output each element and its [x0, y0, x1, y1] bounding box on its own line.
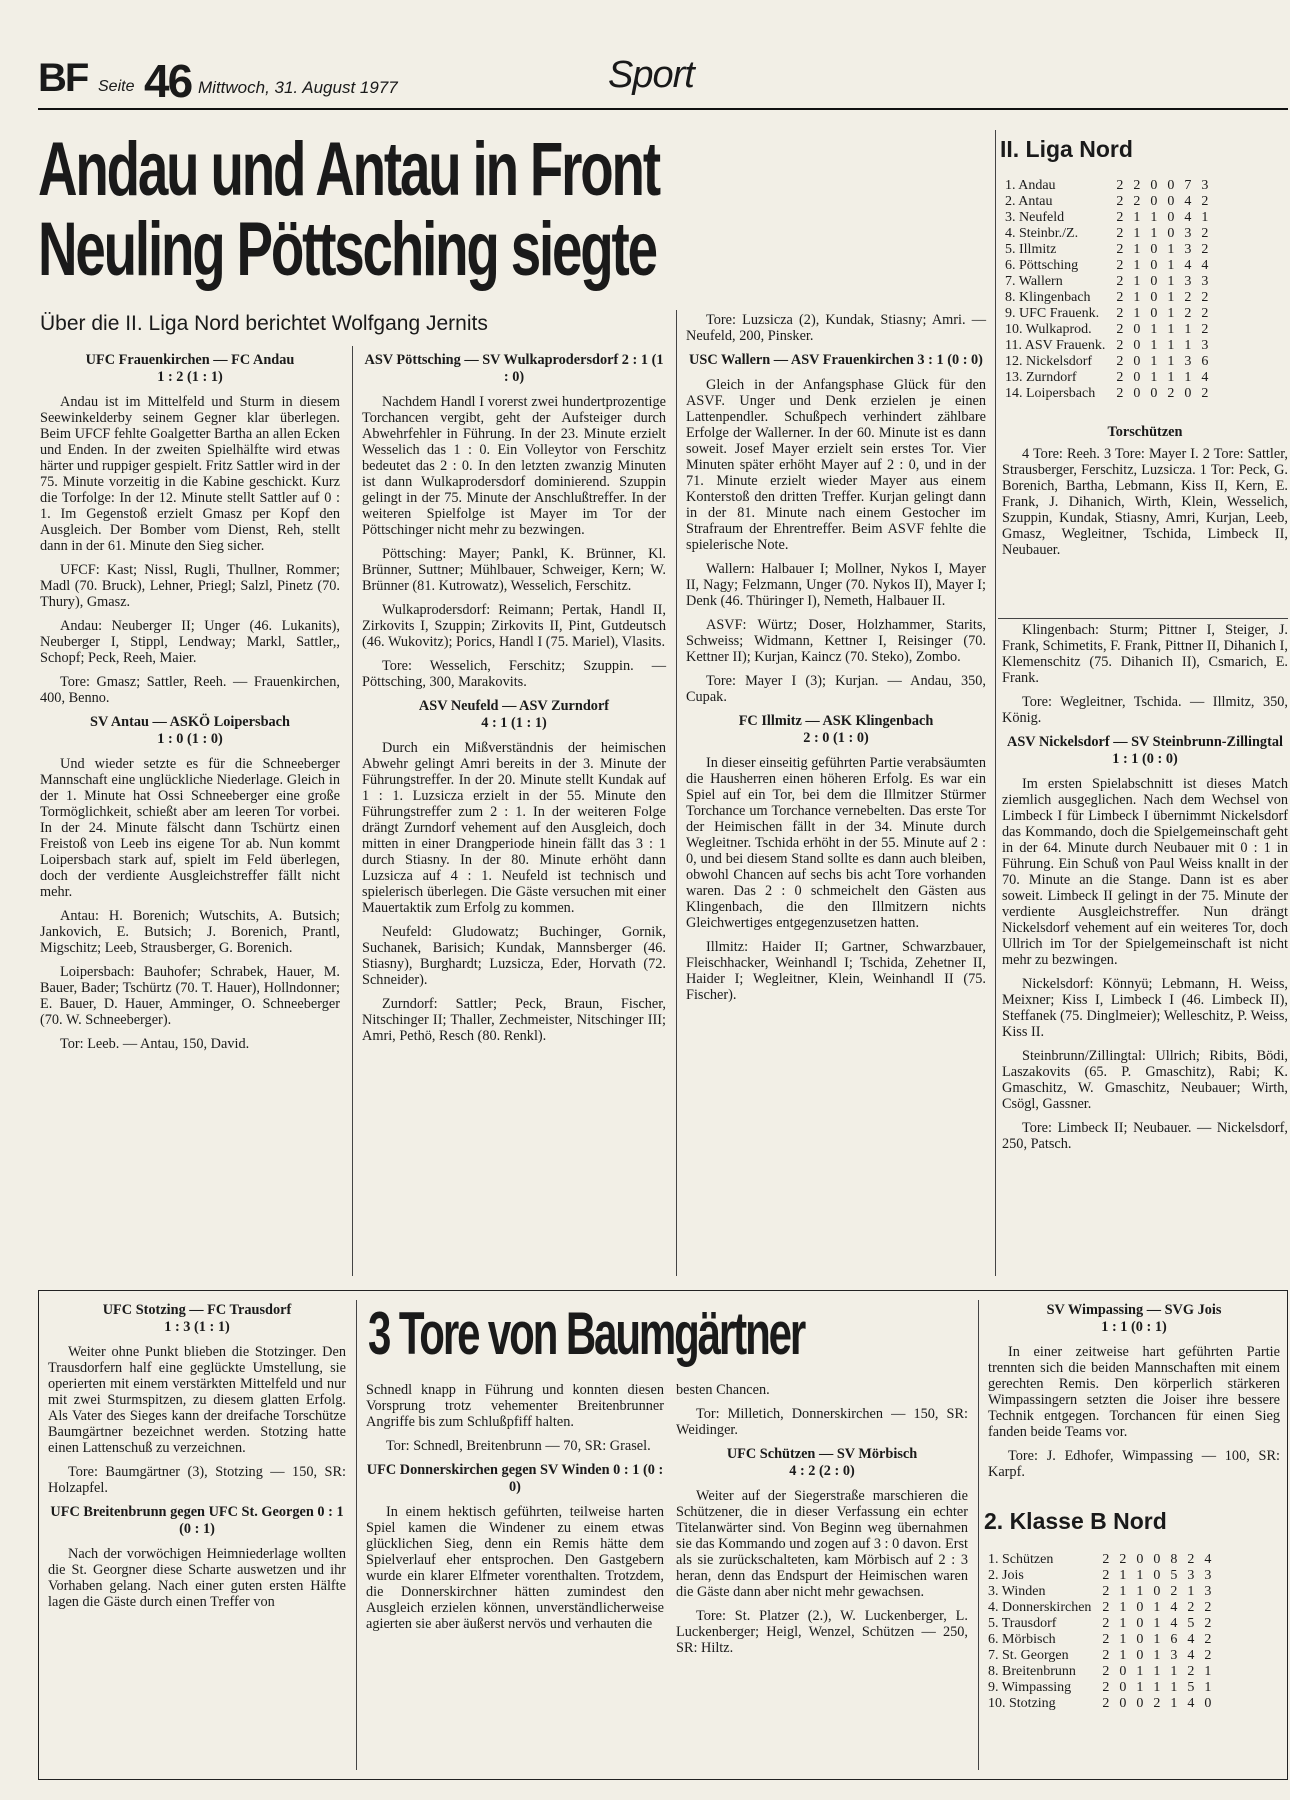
team-name: 6. Mörbisch — [988, 1632, 1056, 1647]
stat-cell: 1 — [1153, 1664, 1161, 1679]
stat-cell: 1 — [1170, 1680, 1178, 1695]
stat-cell: 4 — [1201, 258, 1209, 273]
team-name: 8. Breitenbrunn — [988, 1664, 1076, 1679]
stat-cell: 1 — [1133, 274, 1141, 289]
match-heading: UFC Breitenbrunn gegen UFC St. Georgen 0 : 1 (0 : 1) — [50, 1504, 344, 1537]
stat-cell: 2 — [1116, 226, 1124, 241]
page-number: 46 — [144, 55, 192, 107]
table-row — [1005, 370, 1213, 386]
match-report: besten Chancen. — [676, 1382, 770, 1398]
stat-cell: 2 — [1201, 386, 1209, 401]
stat-cell: 8 — [1170, 1552, 1178, 1567]
match-report: Und wieder setzte es für die Schneeberger Mannschaft eine unglückliche Niederlage. Gleich in der 1. Minute hat Ossi Schneeberger eine große Tormöglichkeit, schießt aber am leeren Tor vorbei. In der 24. Minute fälscht dann Tschürtz einen Freistoß von Leeb ins eigene Tor ab. Nun kommt Loipersbach stark auf, spielt im Feld überlegen, doch der verdiente Ausgleichstreffer fällt nicht mehr. — [40, 756, 340, 900]
table-row — [988, 1696, 1216, 1712]
lineup: Pöttsching: Mayer; Pankl, K. Brünner, Kl. Brünner, Suttner; Mühlbauer, Schweiger, Kern; W. Brünner (81. Kutrowatz), Wesselich, Ferschitz. — [362, 546, 666, 594]
match-report: Gleich in der Anfangsphase Glück für den ASVF. Unger und Denk erzielen je einen Lattenpendler. Schußpech verhindert zählbare Erfolge der Wallerner. In der 60. Minute ist es dann soweit. Josef Mayer erzielt sein erstes Tor. Vier Minuten später erhöht Mayer auf 2 : 0, und in der 71. Minute erzielt wieder Mayer aus einem Konterstoß den dritten Treffer. Kurjan gelingt dann in der 81. Minute nach einem Gestocher im Strafraum der Ehrentreffer. Beim ASVF fehlte die spielerische Note. — [686, 377, 986, 553]
stat-cell: 0 — [1136, 1616, 1144, 1631]
match-heading: ASV Neufeld — ASV Zurndorf — [418, 698, 610, 714]
stat-cell: 2 — [1187, 1600, 1195, 1615]
klasse-table — [988, 1552, 1216, 1712]
scorers-list: 4 Tore: Reeh. 3 Tore: Mayer I. 2 Tore: Sattler, Strausberger, Ferschitz, Luzsicza. 1 Tor: Peck, G. Borenich, Bartha, Lebmann, Kiss II, Kern, E. Frank, J. Dihanich, Wirth, Klein, Wesselich, Szuppin, Kundak, Stiasny, Amri, Kurjan, Leeb, Gmasz, Wegleitner, Tschida, Limbeck II, Neubauer. — [1002, 446, 1288, 558]
paper-logo: BF — [38, 56, 88, 100]
stat-cell: 7 — [1184, 178, 1192, 193]
stat-cell: 3 — [1184, 354, 1192, 369]
table-row — [988, 1552, 1216, 1568]
stat-cell: 2 — [1170, 1584, 1178, 1599]
bottom-column-4 — [988, 1298, 1280, 1488]
stat-cell: 0 — [1133, 386, 1141, 401]
team-name: 14. Loipersbach — [1005, 386, 1096, 401]
stat-cell: 1 — [1167, 258, 1175, 273]
team-name: 9. UFC Frauenk. — [1005, 306, 1100, 321]
match-report: Weiter ohne Punkt blieben die Stotzinger. Den Trausdorfern half eine geglückte Umstellung, sie operierten mit einem verstärkten Mittelfeld und nur mit zwei Sturmspitzen, zu diesem glatten Erfolg. Als Vater des Sieges kann der dreifache Torschütze Baumgärtner bezeichnet werden. Stotzing hatte einen Lattenschuß zu verzeichnen. — [48, 1344, 346, 1456]
match-heading: UFC Frauenkirchen — FC Andau — [85, 352, 295, 368]
match-score: 1 : 0 (1 : 0) — [157, 731, 223, 747]
lineup: Nickelsdorf: Könnyü; Lebmann, H. Weiss, Meixner; Kiss I, Limbeck I (46. Limbeck II), Steffanek (75. Dinglmeier); Welleschitz, P. Weiss, Kiss II. — [1002, 976, 1288, 1040]
team-name: 6. Pöttsching — [1005, 258, 1079, 273]
stat-cell: 4 — [1184, 210, 1192, 225]
stat-cell: 2 — [1119, 1552, 1127, 1567]
stat-cell: 2 — [1116, 242, 1124, 257]
stat-cell: 6 — [1201, 354, 1209, 369]
stat-cell: 0 — [1136, 1600, 1144, 1615]
klasse-table-title: 2. Klasse B Nord — [984, 1508, 1167, 1534]
table-row — [1005, 242, 1213, 258]
section-divider — [998, 618, 1288, 619]
goals-info: Tore: Baumgärtner (3), Stotzing — 150, SR: Holzapfel. — [48, 1464, 346, 1496]
bottom-headline: 3 Tore von Baumgärtner — [368, 1300, 805, 1367]
stat-cell: 1 — [1133, 210, 1141, 225]
stat-cell: 5 — [1187, 1680, 1195, 1695]
stat-cell: 1 — [1119, 1648, 1127, 1663]
stat-cell: 1 — [1184, 322, 1192, 337]
stat-cell: 0 — [1119, 1664, 1127, 1679]
stat-cell: 1 — [1133, 258, 1141, 273]
stat-cell: 0 — [1150, 386, 1158, 401]
stat-cell: 2 — [1116, 178, 1124, 193]
match-score: 2 : 0 (1 : 0) — [803, 730, 869, 746]
stat-cell: 4 — [1204, 1552, 1212, 1567]
stat-cell: 1 — [1150, 210, 1158, 225]
lineup: Klingenbach: Sturm; Pittner I, Steiger, J. Frank, Schimetits, F. Frank, Pittner II, Dihanich I, Klemenschitz (75. Dihanich II), Csmarich, E. Frank. — [1002, 622, 1288, 686]
stat-cell: 2 — [1204, 1616, 1212, 1631]
stat-cell: 1 — [1119, 1568, 1127, 1583]
stat-cell: 0 — [1167, 226, 1175, 241]
stat-cell: 3 — [1184, 242, 1192, 257]
stat-cell: 1 — [1167, 322, 1175, 337]
stat-cell: 2 — [1201, 226, 1209, 241]
stat-cell: 2 — [1133, 178, 1141, 193]
match-report: Nach der vorwöchigen Heimniederlage wollten die St. Georgner diese Scharte auswetzen und ihr Vorhaben gelang. Nach einer guten ersten Hälfte lagen die Gäste durch einen Treffer von — [48, 1546, 346, 1610]
stat-cell: 4 — [1184, 194, 1192, 209]
stat-cell: 1 — [1167, 290, 1175, 305]
stat-cell: 4 — [1187, 1696, 1195, 1711]
bottom-column-3 — [676, 1382, 968, 1664]
stat-cell: 1 — [1150, 226, 1158, 241]
bottom-column-2 — [366, 1382, 664, 1640]
stat-cell: 2 — [1153, 1696, 1161, 1711]
table-row — [1005, 178, 1213, 194]
team-name: 11. ASV Frauenk. — [1005, 338, 1106, 353]
table-row — [1005, 322, 1213, 338]
match-heading: UFC Schützen — SV Mörbisch — [726, 1446, 918, 1462]
stat-cell: 0 — [1167, 178, 1175, 193]
stat-cell: 2 — [1184, 306, 1192, 321]
byline: Über die II. Liga Nord berichtet Wolfgang Jernits — [40, 312, 488, 335]
stat-cell: 0 — [1150, 178, 1158, 193]
table-row — [1005, 354, 1213, 370]
section-title: Sport — [608, 54, 694, 96]
stat-cell: 3 — [1204, 1584, 1212, 1599]
stat-cell: 3 — [1187, 1568, 1195, 1583]
stat-cell: 2 — [1102, 1584, 1110, 1599]
stat-cell: 0 — [1119, 1696, 1127, 1711]
table-row — [988, 1568, 1216, 1584]
team-name: 10. Stotzing — [988, 1696, 1056, 1711]
bottom-column-1 — [48, 1298, 346, 1618]
table-row — [1005, 386, 1213, 402]
stat-cell: 2 — [1133, 194, 1141, 209]
stat-cell: 1 — [1119, 1584, 1127, 1599]
scorers-box — [1002, 418, 1288, 566]
goals-info: Tore: J. Edhofer, Wimpassing — 100, SR: Karpf. — [988, 1448, 1280, 1480]
stat-cell: 1 — [1167, 274, 1175, 289]
match-report: Nachdem Handl I vorerst zwei hundertprozentige Torchancen vergibt, geht der Aufsteiger durch Abwehrfehler in Führung. In der 23. Minute erzielt Wesselich das 1 : 0. Ein Volleytor von Ferschitz bedeutet das 2 : 0. In den letzten zwanzig Minuten ist dann Wulkaprodersdorf dominierend. Szuppin gelingt in der 75. Minute der Anschlußtreffer. In der weiteren Spielfolge ist Mayer im Tor der Pöttschinger nicht mehr zu bezwingen. — [362, 394, 666, 538]
match-heading: UFC Donnerskirchen gegen SV Winden 0 : 1 (0 : 0) — [366, 1462, 664, 1495]
team-name: 1. Schützen — [988, 1552, 1054, 1567]
team-name: 7. St. Georgen — [988, 1648, 1069, 1663]
goals-info: Tore: Limbeck II; Neubauer. — Nickelsdorf, 250, Patsch. — [1002, 1120, 1288, 1152]
stat-cell: 1 — [1153, 1600, 1161, 1615]
stat-cell: 2 — [1201, 290, 1209, 305]
stat-cell: 0 — [1167, 210, 1175, 225]
lineup: Wulkaprodersdorf: Reimann; Pertak, Handl II, Zirkovits I, Szuppin; Zirkovits II, Pint, Gutdeutsch (46. Wukovitz); Porics, Handl I (75. Mariel), Vlasits. — [362, 602, 666, 650]
table-row — [1005, 290, 1213, 306]
goals-info: Tor: Milletich, Donnerskirchen — 150, SR: Weidinger. — [676, 1406, 968, 1438]
stat-cell: 0 — [1153, 1552, 1161, 1567]
stat-cell: 1 — [1153, 1616, 1161, 1631]
match-score: 4 : 1 (1 : 1) — [481, 715, 547, 731]
table-row — [988, 1600, 1216, 1616]
stat-cell: 4 — [1187, 1648, 1195, 1663]
stat-cell: 1 — [1204, 1680, 1212, 1695]
table-row — [988, 1664, 1216, 1680]
stat-cell: 1 — [1119, 1632, 1127, 1647]
stat-cell: 2 — [1102, 1568, 1110, 1583]
match-heading: ASV Pöttsching — SV Wulkaprodersdorf 2 : 1 (1 : 0) — [364, 352, 664, 385]
stat-cell: 1 — [1136, 1584, 1144, 1599]
goals-info: Tore: Wegleitner, Tschida. — Illmitz, 350, König. — [1002, 694, 1288, 726]
stat-cell: 1 — [1204, 1664, 1212, 1679]
column-divider — [978, 1300, 979, 1770]
team-name: 8. Klingenbach — [1005, 290, 1091, 305]
stat-cell: 0 — [1136, 1632, 1144, 1647]
stat-cell: 0 — [1119, 1680, 1127, 1695]
league-table — [1005, 178, 1213, 402]
stat-cell: 1 — [1119, 1616, 1127, 1631]
goals-info: Tor: Schnedl, Breitenbrunn — 70, SR: Grasel. — [386, 1438, 651, 1454]
stat-cell: 1 — [1184, 370, 1192, 385]
stat-cell: 5 — [1170, 1568, 1178, 1583]
match-report: Schnedl knapp in Führung und konnten diesen Vorsprung trotz vehementer Breitenbrunner Angriffe bis zum Schlußpfiff halten. — [366, 1382, 664, 1430]
match-report: In einem hektisch geführten, teilweise harten Spiel kamen die Windener zu einem etwas glücklichen Sieg, denn ein Remis hätte dem Spielverlauf eher entsprochen. Den Gastgebern wurde ein klarer Elfmeter vorenthalten. Trotzdem, die Donnerskirchner hätten zumindest den Ausgleich erzielen können, unverständlicherweise agierten sie aber äußerst nervös und verhauten die — [366, 1504, 664, 1632]
stat-cell: 2 — [1116, 370, 1124, 385]
stat-cell: 2 — [1116, 290, 1124, 305]
table-row — [988, 1680, 1216, 1696]
team-name: 13. Zurndorf — [1005, 370, 1077, 385]
match-report: Weiter auf der Siegerstraße marschieren die Schützener, die in dieser Verfassung ein echter Titelanwärter sind. Von Beginn weg übernahmen sie das Kommando und zogen auf 3 : 0 davon. Erst als sie zurückschalteten, kam Mörbisch auf 2 : 3 heran, denn das Endspurt der Heimischen waren die Gäste dann aber nicht mehr gewachsen. — [676, 1488, 968, 1600]
issue-date: Mittwoch, 31. August 1977 — [198, 78, 398, 97]
table-row — [988, 1584, 1216, 1600]
lineup: Steinbrunn/Zillingtal: Ullrich; Ribits, Bödi, Laszakovits (65. P. Gmaschitz), Rabi; K. Gmaschitz, W. Gmaschitz, Neubauer; Wirth, Csögl, Gassner. — [1002, 1048, 1288, 1112]
lineup: Neufeld: Gludowatz; Buchinger, Gornik, Suchanek, Barisich; Kundak, Mannsberger (46. Stiasny), Burghardt; Luzsicza, Eder, Horvath (72. Schneider). — [362, 924, 666, 988]
team-name: 4. Donnerskirchen — [988, 1600, 1092, 1615]
stat-cell: 2 — [1116, 354, 1124, 369]
stat-cell: 2 — [1167, 386, 1175, 401]
stat-cell: 2 — [1116, 274, 1124, 289]
stat-cell: 2 — [1204, 1632, 1212, 1647]
stat-cell: 1 — [1136, 1664, 1144, 1679]
stat-cell: 3 — [1184, 226, 1192, 241]
stat-cell: 4 — [1184, 258, 1192, 273]
stat-cell: 0 — [1150, 274, 1158, 289]
stat-cell: 1 — [1184, 338, 1192, 353]
scorers-title: Torschützen — [1107, 424, 1183, 440]
lineup: Wallern: Halbauer I; Mollner, Nykos I, Mayer II, Nagy; Felzmann, Unger (70. Nykos II), Mayer I; Denk (46. Thüringer I), Nemeth, Halbauer II. — [686, 561, 986, 609]
column-divider — [356, 1300, 357, 1770]
goals-info: Tore: St. Platzer (2.), W. Luckenberger, L. Luckenberger; Heigl, Wenzel, Schützen — 250, SR: Hiltz. — [676, 1608, 968, 1656]
stat-cell: 1 — [1150, 354, 1158, 369]
table-row — [1005, 274, 1213, 290]
stat-cell: 1 — [1167, 370, 1175, 385]
stat-cell: 2 — [1116, 194, 1124, 209]
stat-cell: 2 — [1187, 1664, 1195, 1679]
match-score: 1 : 2 (1 : 1) — [157, 369, 223, 385]
table-row — [1005, 226, 1213, 242]
stat-cell: 0 — [1150, 242, 1158, 257]
stat-cell: 0 — [1133, 370, 1141, 385]
stat-cell: 2 — [1201, 194, 1209, 209]
stat-cell: 2 — [1184, 290, 1192, 305]
stat-cell: 2 — [1187, 1552, 1195, 1567]
stat-cell: 0 — [1150, 258, 1158, 273]
team-name: 3. Winden — [988, 1584, 1046, 1599]
stat-cell: 2 — [1102, 1632, 1110, 1647]
lineup: ASVF: Würtz; Doser, Holzhammer, Starits, Schweiss; Widmann, Kettner I, Reisinger (70. Kettner II); Kurjan, Kaincz (70. Steko), Zombo. — [686, 617, 986, 665]
match-score: 1 : 3 (1 : 1) — [164, 1319, 230, 1335]
match-heading: ASV Nickelsdorf — SV Steinbrunn-Zillingtal 1 : 1 (0 : 0) — [1007, 734, 1283, 767]
stat-cell: 3 — [1201, 338, 1209, 353]
stat-cell: 1 — [1167, 306, 1175, 321]
match-heading: UFC Stotzing — FC Trausdorf — [102, 1302, 292, 1318]
match-report: In einer zeitweise hart geführten Partie trennten sich die beiden Mannschaften mit einem gerechten Remis. Den körperlich stärkeren Wimpassingern setzten die Joiser ihre bessere Technik entgegen. Torchancen für einen Sieg fanden beide Teams vor. — [988, 1344, 1280, 1440]
team-name: 1. Andau — [1005, 178, 1056, 193]
stat-cell: 0 — [1133, 338, 1141, 353]
stat-cell: 3 — [1204, 1568, 1212, 1583]
stat-cell: 4 — [1170, 1600, 1178, 1615]
team-name: 10. Wulkaprod. — [1005, 322, 1092, 337]
stat-cell: 0 — [1167, 194, 1175, 209]
team-name: 4. Steinbr./Z. — [1005, 226, 1079, 241]
main-headline-line1: Andau und Antau in Front — [38, 127, 659, 212]
league-table-title: II. Liga Nord — [1000, 136, 1133, 162]
goals-info: Tore: Wesselich, Ferschitz; Szuppin. — Pöttsching, 300, Marakovits. — [362, 658, 666, 690]
stat-cell: 1 — [1170, 1664, 1178, 1679]
stat-cell: 1 — [1201, 210, 1209, 225]
stat-cell: 2 — [1116, 386, 1124, 401]
stat-cell: 5 — [1187, 1616, 1195, 1631]
team-name: 3. Neufeld — [1005, 210, 1065, 225]
stat-cell: 1 — [1167, 242, 1175, 257]
column-4 — [1002, 622, 1288, 1160]
stat-cell: 1 — [1153, 1648, 1161, 1663]
column-1 — [40, 348, 340, 1060]
stat-cell: 1 — [1136, 1680, 1144, 1695]
match-report: Im ersten Spielabschnitt ist dieses Match ziemlich ausgeglichen. Nach dem Wechsel von Limbeck I für Limbeck I übernimmt Nickelsdorf das Kommando, doch die Spielgemeinschaft geht in der 64. Minute durch Neubauer mit 0 : 1 in Führung. Ein Schuß von Paul Weiss knallt in der 70. Minute an die Stange. Dann ist es aber soweit. Limbeck II gelingt in der 75. Minute der verdiente Ausgleichstreffer. Nun drängt Nickelsdorf vehement auf ein weiteres Tor, doch Ullrich im Tor der Spielgemeinschaft ist nicht mehr zu bezwingen. — [1002, 776, 1288, 968]
stat-cell: 2 — [1102, 1616, 1110, 1631]
lineup: Loipersbach: Bauhofer; Schrabek, Hauer, M. Bauer, Bader; Tschürtz (70. T. Hauer), Hollndonner; E. Bauer, D. Hauer, Amminger, O. Schneeberger (70. W. Schneeberger). — [40, 964, 340, 1028]
stat-cell: 2 — [1201, 322, 1209, 337]
match-score: 4 : 2 (2 : 0) — [789, 1463, 855, 1479]
team-name: 5. Illmitz — [1005, 242, 1057, 257]
stat-cell: 0 — [1133, 322, 1141, 337]
stat-cell: 1 — [1119, 1600, 1127, 1615]
lineup: Zurndorf: Sattler; Peck, Braun, Fischer, Nitschinger II; Thaller, Zechmeister, Nitschinger III; Amri, Pethö, Resch (80. Renkl). — [362, 996, 666, 1044]
stat-cell: 2 — [1201, 242, 1209, 257]
stat-cell: 1 — [1133, 306, 1141, 321]
stat-cell: 2 — [1116, 258, 1124, 273]
column-divider — [995, 130, 996, 1276]
goals-info: Tore: Mayer I (3); Kurjan. — Andau, 350, Cupak. — [686, 673, 986, 705]
match-heading: SV Antau — ASKÖ Loipersbach — [90, 714, 290, 730]
stat-cell: 2 — [1204, 1648, 1212, 1663]
stat-cell: 1 — [1153, 1680, 1161, 1695]
stat-cell: 1 — [1170, 1696, 1178, 1711]
stat-cell: 1 — [1187, 1584, 1195, 1599]
goals-info: Tor: Leeb. — Antau, 150, David. — [60, 1036, 250, 1052]
stat-cell: 2 — [1116, 322, 1124, 337]
stat-cell: 1 — [1153, 1632, 1161, 1647]
masthead — [38, 52, 1288, 110]
stat-cell: 2 — [1116, 210, 1124, 225]
stat-cell: 6 — [1170, 1632, 1178, 1647]
goals-info: Tore: Luzsicza (2), Kundak, Stiasny; Amri. — Neufeld, 200, Pinsker. — [686, 312, 986, 344]
page-label: Seite — [98, 78, 135, 95]
stat-cell: 2 — [1116, 338, 1124, 353]
stat-cell: 3 — [1170, 1648, 1178, 1663]
table-row — [1005, 338, 1213, 354]
team-name: 2. Jois — [988, 1568, 1024, 1583]
stat-cell: 2 — [1201, 306, 1209, 321]
stat-cell: 1 — [1167, 338, 1175, 353]
stat-cell: 2 — [1102, 1680, 1110, 1695]
stat-cell: 4 — [1201, 370, 1209, 385]
stat-cell: 1 — [1133, 290, 1141, 305]
table-row — [1005, 258, 1213, 274]
team-name: 12. Nickelsdorf — [1005, 354, 1093, 369]
stat-cell: 2 — [1102, 1600, 1110, 1615]
stat-cell: 1 — [1150, 338, 1158, 353]
main-headline-line2: Neuling Pöttsching siegte — [38, 207, 656, 292]
stat-cell: 1 — [1150, 370, 1158, 385]
goals-info: Tore: Gmasz; Sattler, Reeh. — Frauenkirchen, 400, Benno. — [40, 674, 340, 706]
stat-cell: 3 — [1184, 274, 1192, 289]
table-row — [988, 1648, 1216, 1664]
stat-cell: 0 — [1136, 1696, 1144, 1711]
stat-cell: 1 — [1150, 322, 1158, 337]
stat-cell: 0 — [1150, 306, 1158, 321]
stat-cell: 0 — [1153, 1568, 1161, 1583]
stat-cell: 2 — [1102, 1696, 1110, 1711]
lineup: Illmitz: Haider II; Gartner, Schwarzbauer, Fleischhacker, Weinhandl I; Tschida, Zehetner II, Haider I; Wegleitner, Klein, Weinhandl II (75. Fischer). — [686, 939, 986, 1003]
stat-cell: 2 — [1102, 1648, 1110, 1663]
stat-cell: 0 — [1184, 386, 1192, 401]
team-name: 7. Wallern — [1005, 274, 1063, 289]
stat-cell: 0 — [1150, 290, 1158, 305]
table-row — [988, 1632, 1216, 1648]
stat-cell: 1 — [1136, 1568, 1144, 1583]
stat-cell: 1 — [1133, 242, 1141, 257]
stat-cell: 4 — [1187, 1632, 1195, 1647]
stat-cell: 0 — [1150, 194, 1158, 209]
column-divider — [676, 310, 677, 1276]
stat-cell: 0 — [1153, 1584, 1161, 1599]
lineup: Andau: Neuberger II; Unger (46. Lukanits), Neuberger I, Stippl, Lendway; Markl, Sattler,, Schopf; Peck, Reeh, Maier. — [40, 618, 340, 666]
column-2 — [362, 348, 666, 1052]
table-row — [1005, 306, 1213, 322]
table-row — [1005, 194, 1213, 210]
stat-cell: 2 — [1204, 1600, 1212, 1615]
stat-cell: 1 — [1167, 354, 1175, 369]
match-score: 1 : 1 (0 : 1) — [1101, 1319, 1167, 1335]
stat-cell: 2 — [1116, 306, 1124, 321]
match-report: Andau ist im Mittelfeld und Sturm in diesem Seewinkelderby seinem Gegner klar überlegen. Beim UFCF fehlte Goalgetter Bartha an allen Ecken und Enden. In der zweiten Spielhälfte wird etwas härter und ruppiger gespielt. Fritz Sattler wird in der 75. Minute vorzeitig in die Kabine geschickt. Kurz die Torfolge: In der 12. Minute stellt Sattler auf 0 : 1. Im Gegenstoß erzielt Gmasz per Kopf den Ausgleich. Der Bomber vom Dienst, Reh, stellt dann in der 61. Minute den Sieg sicher. — [40, 394, 340, 554]
stat-cell: 0 — [1133, 354, 1141, 369]
team-name: 2. Antau — [1005, 194, 1053, 209]
stat-cell: 2 — [1102, 1552, 1110, 1567]
stat-cell: 3 — [1201, 178, 1209, 193]
match-heading: USC Wallern — ASV Frauenkirchen 3 : 1 (0 : 0) — [689, 352, 983, 368]
stat-cell: 2 — [1102, 1664, 1110, 1679]
stat-cell: 0 — [1204, 1696, 1212, 1711]
stat-cell: 4 — [1170, 1616, 1178, 1631]
match-report: Durch ein Mißverständnis der heimischen Abwehr gelingt Amri bereits in der 3. Minute der Führungstreffer. In der 20. Minute stellt Kundak auf 1 : 1. Luzsicza erzielt in der 55. Minute den Führungstreffer zum 2 : 1. In der weiteren Folge drängt Zurndorf vehement auf den Ausgleich, doch mitten in einer Drangperiode hinein fällt das 3 : 1 durch Stiasny. In der 80. Minute erhöht dann Luzsicza auf 4 : 1. Neufeld ist technisch und spielerisch überlegen. Die Gäste versuchen mit einer Mauertaktik zum Erfolg zu kommen. — [362, 740, 666, 916]
team-name: 9. Wimpassing — [988, 1680, 1072, 1695]
lineup: UFCF: Kast; Nissl, Rugli, Thullner, Rommer; Madl (70. Bruck), Lehner, Priegl; Salzl, Pinetz (70. Thury), Gmasz. — [40, 562, 340, 610]
column-divider — [352, 346, 353, 1276]
table-row — [988, 1616, 1216, 1632]
stat-cell: 3 — [1201, 274, 1209, 289]
stat-cell: 1 — [1133, 226, 1141, 241]
table-row — [1005, 210, 1213, 226]
stat-cell: 0 — [1136, 1552, 1144, 1567]
lineup: Antau: H. Borenich; Wutschits, A. Butsich; Jankovich, E. Butsich; J. Borenich, Prantl, Migschitz; Leeb, Strausberger, G. Borenich. — [40, 908, 340, 956]
column-3 — [686, 312, 986, 1011]
match-heading: FC Illmitz — ASK Klingenbach — [738, 713, 934, 729]
stat-cell: 0 — [1136, 1648, 1144, 1663]
team-name: 5. Trausdorf — [988, 1616, 1057, 1631]
match-heading: SV Wimpassing — SVG Jois — [1046, 1302, 1222, 1318]
match-report: In dieser einseitig geführten Partie verabsäumten die Hausherren einen höheren Erfolg. Es war ein Spiel auf ein Tor, bei dem die Illmitzer Stürmer Torchance um Torchance vernebelten. Das erste Tor der Heimischen fällt in der 34. Minute durch Wegleitner. Tschida erhöht in der 55. Minute auf 2 : 0, und bei diesem Stand sollte es dann auch bleiben, obwohl Chancen auf sechs bis acht Tore vorhanden waren. Das 2 : 0 schmeichelt den Gästen aus Klingenbach, die den Illmitzern nichts Gleichwertiges entgegenzusetzen hatten. — [686, 755, 986, 931]
